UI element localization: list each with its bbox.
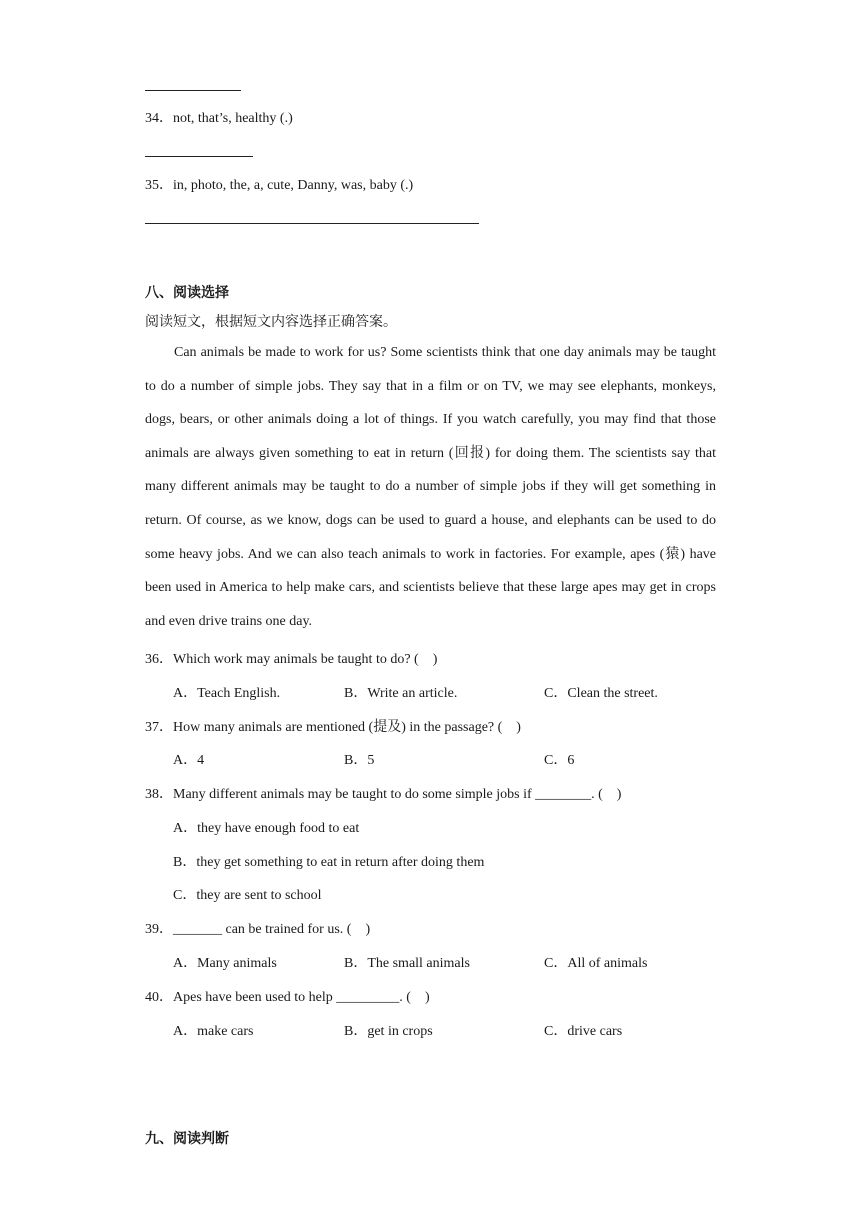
- question-text: Apes have been used to help _________. ( ): [173, 990, 430, 1005]
- question-39: [145, 918, 370, 938]
- section-title: 八、阅读选择: [145, 286, 229, 301]
- option-a[interactable]: A．Many animals: [173, 956, 277, 971]
- question-40: [145, 986, 430, 1006]
- option-c[interactable]: C．6: [544, 753, 575, 768]
- question-number: 38．: [145, 787, 173, 802]
- question-36: [145, 648, 437, 668]
- question-number: 40．: [145, 990, 173, 1005]
- option-a[interactable]: A．they have enough food to eat: [173, 821, 360, 836]
- option-b[interactable]: B．they get something to eat in return after doing them: [173, 855, 485, 870]
- question-35: [145, 174, 413, 194]
- question-text: How many animals are mentioned (提及) in the passage? ( ): [173, 720, 521, 735]
- question-number: 39．: [145, 922, 173, 937]
- option-b[interactable]: B．Write an article.: [344, 686, 458, 701]
- answer-line-33[interactable]: [145, 90, 241, 91]
- question-37: [145, 716, 521, 736]
- passage-text: Can animals be made to work for us? Some scientists think that one day animals may be taught to do a number of simple jobs. They say that in a film or on TV, we may see elephants, monkeys, dogs, bears, or other animals doing a lot of things. If you watch carefully, you may find that those animals are always given something to eat in return (回报) for doing them. The scientists say that many different animals may be taught to do a number of simple jobs if they will get something in return. Of course, as we know, dogs can be used to guard a house, and elephants can be used to do some heavy jobs. And we can also teach animals to work in factories. For example, apes (猿) have been used in America to help make cars, and scientists believe that these large apes may get in crops and even drive trains one day.: [145, 345, 716, 629]
- question-number: 37．: [145, 720, 173, 735]
- option-c[interactable]: C．drive cars: [544, 1024, 623, 1039]
- question-text: Many different animals may be taught to do some simple jobs if ________. ( ): [173, 787, 622, 802]
- question-number: 34．: [145, 111, 173, 126]
- section-title: 九、阅读判断: [145, 1132, 229, 1147]
- option-c[interactable]: C．they are sent to school: [173, 888, 322, 903]
- question-text: _______ can be trained for us. ( ): [173, 922, 371, 937]
- option-a[interactable]: A．Teach English.: [173, 686, 281, 701]
- reading-passage: [145, 336, 716, 638]
- question-text: Which work may animals be taught to do? ( ): [173, 652, 438, 667]
- option-b[interactable]: B．The small animals: [344, 956, 470, 971]
- answer-line-34[interactable]: [145, 156, 253, 157]
- option-c[interactable]: C．Clean the street.: [544, 686, 658, 701]
- question-38: [145, 783, 621, 803]
- option-b[interactable]: B．5: [344, 753, 375, 768]
- question-34: [145, 107, 293, 127]
- option-c[interactable]: C．All of animals: [544, 956, 648, 971]
- answer-line-35[interactable]: [145, 223, 479, 224]
- option-a[interactable]: A．make cars: [173, 1024, 254, 1039]
- option-b[interactable]: B．get in crops: [344, 1024, 433, 1039]
- option-a[interactable]: A．4: [173, 753, 205, 768]
- question-number: 35．: [145, 178, 173, 193]
- section-instruction: 阅读短文，根据短文内容选择正确答案。: [145, 315, 397, 330]
- question-number: 36．: [145, 652, 173, 667]
- question-text: not, that’s, healthy (.): [173, 111, 293, 126]
- question-text: in, photo, the, a, cute, Danny, was, baby (.): [173, 178, 414, 193]
